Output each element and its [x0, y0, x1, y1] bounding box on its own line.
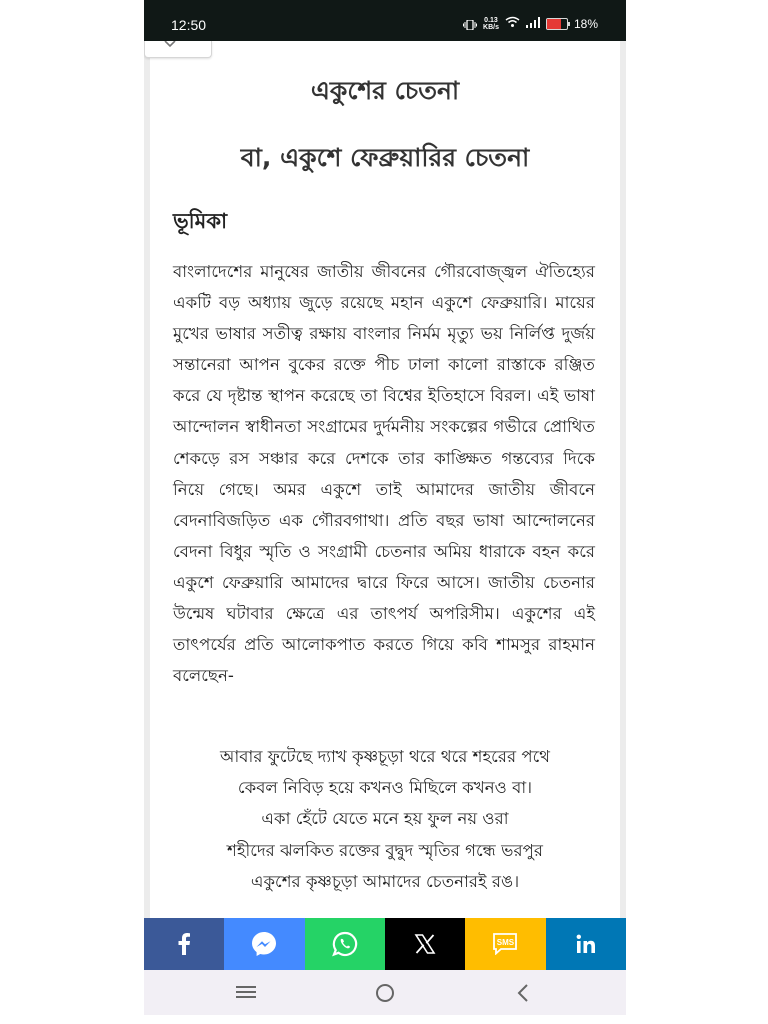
status-icons — [463, 16, 598, 31]
linkedin-icon — [576, 934, 596, 954]
status-bar — [144, 0, 626, 41]
messenger-share-button[interactable] — [224, 918, 304, 970]
messenger-icon — [251, 931, 277, 957]
x-share-button[interactable] — [385, 918, 465, 970]
poem-block — [150, 741, 620, 897]
wifi-icon — [505, 16, 520, 31]
poem-line: একুশের কৃষ্ণচূড়া আমাদের চেতনারই রঙ। — [250, 871, 520, 891]
collapse-toggle[interactable] — [144, 41, 212, 58]
battery-percent: 18% — [573, 16, 598, 31]
vibrate-icon — [463, 19, 477, 29]
sms-share-button[interactable] — [465, 918, 545, 970]
article-paragraph: বাংলাদেশের মানুষের জাতীয় জীবনের গৌরবোজ্জ্বল ঐতিহ্যের একটি বড় অধ্যায় জুড়ে রয়েছে মহান একুশে ফেব্রুয়ারি। মায়ের মুখের ভাষার সতীত্ব রক্ষায় বাংলার নির্মম মৃত্যু ভয় নির্লিপ্ত দুর্জয় সন্তানেরা আপন বুকের রক্তে পীচ ঢালা কালো রাস্তাকে রঞ্জিত করে যে দৃষ্টান্ত স্থাপন করেছে তা বিশ্বের ইতিহাসে বিরল। এই ভাষা আন্দোলন স্বাধীনতা সংগ্রামের দুর্দমনীয় সংকল্পের গভীরে প্রোথিত শেকড়ে রস সঞ্চার করে দেশকে তার কাঙ্ক্ষিত গন্তব্যের দিকে নিয়ে গেছে। অমর একুশে তাই আমাদের জাতীয় জীবনে বেদনাবিজড়িত এক গৌরবগাথা। প্রতি বছর ভাষা আন্দোলনের বেদনা বিধুর স্মৃতি ও সংগ্রামী চেতনার অমিয় ধারাকে বহন করে একুশে ফেব্রুয়ারি আমাদের দ্বারে ফিরে আসে। জাতীয় চেতনার উন্মেষ ঘটাবার ক্ষেত্রে এর তাৎপর্য অপরিসীম। একুশের এই তাৎপর্যের প্রতি আলোকপাত করতে গিয়ে কবি শামসুর রাহমান বলেছেন- — [173, 262, 595, 686]
content-area — [144, 41, 626, 918]
poem-line: একা হেঁটে যেতে মনে হয় ফুল নয় ওরা — [261, 809, 509, 829]
sms-label: SMS — [496, 937, 515, 947]
network-speed-value: 0.13 — [484, 16, 498, 24]
back-icon[interactable] — [515, 983, 531, 1007]
share-bar — [144, 918, 626, 970]
signal-icon — [526, 17, 540, 31]
battery-icon — [546, 18, 568, 30]
linkedin-share-button[interactable] — [546, 918, 626, 970]
home-icon[interactable] — [374, 983, 396, 1007]
article-subtitle: বা, একুশে ফেব্রুয়ারির চেতনা — [240, 143, 530, 172]
whatsapp-icon — [332, 931, 358, 957]
chevron-down-icon — [162, 41, 178, 48]
facebook-icon — [177, 933, 191, 955]
navigation-bar — [144, 970, 626, 1015]
phone-screen — [144, 0, 626, 1015]
recents-icon[interactable] — [235, 983, 257, 1005]
section-heading: ভূমিকা — [173, 209, 228, 233]
poem-line: শহীদের ঝলকিত রক্তের বুদ্বুদ স্মৃতির গন্ধে ভরপুর — [227, 840, 543, 860]
poem-line: আবার ফুটেছে দ্যাখ কৃষ্ণচূড়া থরে থরে শহরের পথে — [219, 747, 551, 766]
facebook-share-button[interactable] — [144, 918, 224, 970]
poem-line: কেবল নিবিড় হয়ে কখনও মিছিলে কখনও বা। — [237, 778, 533, 798]
article-title: একুশের চেতনা — [310, 76, 460, 105]
status-time: 12:50 — [171, 17, 207, 33]
network-speed — [483, 17, 499, 31]
article-card — [150, 41, 620, 918]
x-icon — [414, 933, 436, 955]
network-speed-unit: KB/s — [483, 23, 499, 31]
whatsapp-share-button[interactable] — [305, 918, 385, 970]
